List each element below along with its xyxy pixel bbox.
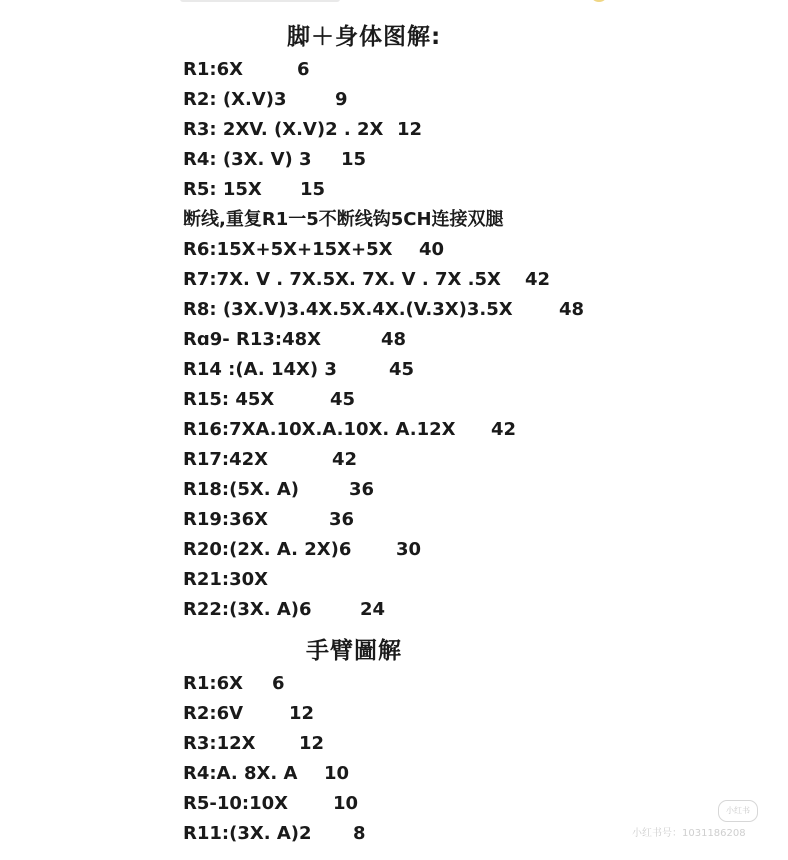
- row-instruction: R14 :(A. 14X) 3: [183, 359, 337, 380]
- row-instruction: R8: (3X.V)3.4X.5X.4X.(V.3X)3.5X: [183, 299, 513, 320]
- row-stitch-count: 8: [353, 823, 366, 844]
- row-stitch-count: 9: [335, 89, 348, 110]
- row-stitch-count: 42: [525, 269, 551, 290]
- row-instruction: R20:(2X. A. 2X)6: [183, 539, 352, 560]
- row-instruction: Rɑ9- R13:48X: [183, 329, 322, 350]
- row-instruction: R16:7XA.10X.A.10X. A.12X: [183, 419, 456, 440]
- row-instruction: R11:(3X. A)2: [183, 823, 312, 844]
- row-stitch-count: 45: [330, 389, 356, 410]
- row-stitch-count: 36: [329, 509, 355, 530]
- row-stitch-count: 12: [289, 703, 315, 724]
- watermark-logo: 小红书: [718, 800, 758, 822]
- watermark-id: 小红书号：1031186208: [632, 828, 746, 839]
- row-stitch-count: 12: [299, 733, 325, 754]
- row-stitch-count: 12: [397, 119, 423, 140]
- row-instruction: R3: 2XV. (X.V)2 . 2X: [183, 119, 384, 140]
- row-stitch-count: 30: [396, 539, 422, 560]
- row-instruction: R22:(3X. A)6: [183, 599, 312, 620]
- row-instruction: R1:6X: [183, 673, 243, 694]
- row-stitch-count: 6: [297, 59, 310, 80]
- instruction-note: 断线,重复R1一5不断线钩5CH连接双腿: [183, 209, 504, 230]
- arm-diagram-title: 手臂圖解: [306, 638, 402, 664]
- row-stitch-count: 10: [324, 763, 350, 784]
- row-stitch-count: 45: [389, 359, 415, 380]
- row-stitch-count: 10: [333, 793, 359, 814]
- row-instruction: R21:30X: [183, 569, 269, 590]
- row-instruction: R6:15X+5X+15X+5X: [183, 239, 393, 260]
- row-instruction: R15: 45X: [183, 389, 275, 410]
- row-instruction: R4: (3X. V) 3: [183, 149, 312, 170]
- row-stitch-count: 48: [559, 299, 585, 320]
- row-stitch-count: 40: [419, 239, 445, 260]
- row-stitch-count: 42: [491, 419, 517, 440]
- row-instruction: R7:7X. V . 7X.5X. 7X. V . 7X .5X: [183, 269, 501, 290]
- row-instruction: R3:12X: [183, 733, 256, 754]
- row-instruction: R5: 15X: [183, 179, 262, 200]
- row-instruction: R2:6V: [183, 703, 244, 724]
- cropped-emoji-icon: [590, 0, 608, 2]
- row-instruction: R4:A. 8X. A: [183, 763, 298, 784]
- row-stitch-count: 24: [360, 599, 386, 620]
- cropped-top-text: [180, 0, 340, 2]
- row-instruction: R19:36X: [183, 509, 269, 530]
- row-instruction: R5-10:10X: [183, 793, 289, 814]
- row-stitch-count: 36: [349, 479, 375, 500]
- row-stitch-count: 42: [332, 449, 358, 470]
- row-instruction: R17:42X: [183, 449, 269, 470]
- body-diagram-title: 脚＋身体图解:: [287, 24, 442, 50]
- row-stitch-count: 6: [272, 673, 285, 694]
- row-stitch-count: 15: [300, 179, 326, 200]
- row-instruction: R1:6X: [183, 59, 243, 80]
- row-stitch-count: 15: [341, 149, 367, 170]
- row-stitch-count: 48: [381, 329, 407, 350]
- row-instruction: R18:(5X. A): [183, 479, 299, 500]
- row-instruction: R2: (X.V)3: [183, 89, 287, 110]
